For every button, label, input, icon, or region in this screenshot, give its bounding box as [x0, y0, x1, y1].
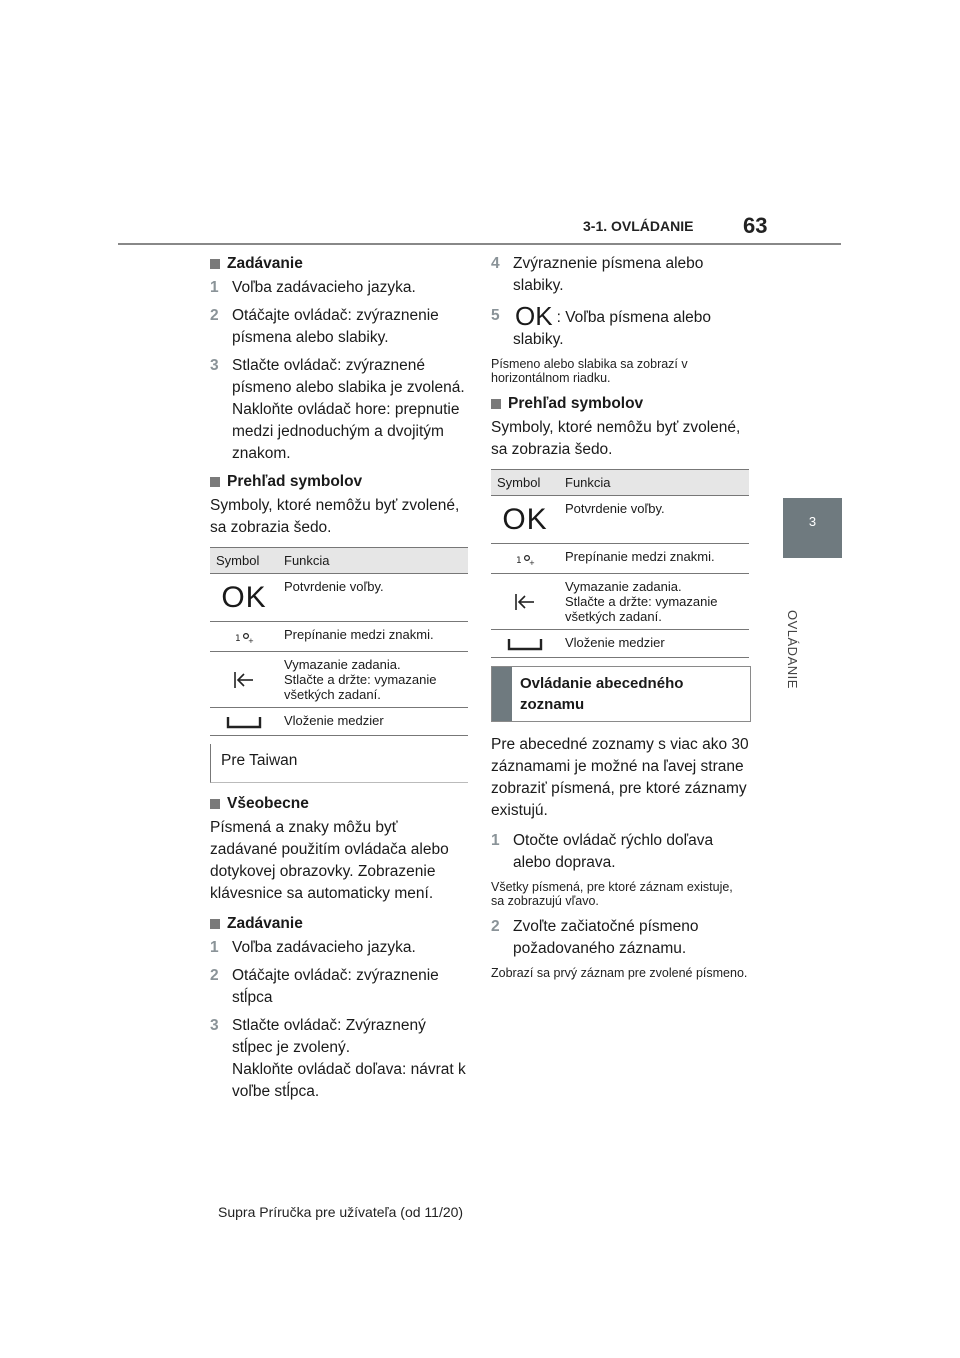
symbol-table	[491, 469, 749, 658]
heading-zadavanie-2: Zadávanie	[210, 913, 468, 935]
svg-text:1: 1	[516, 555, 522, 566]
note: Všetky písmená, pre ktoré záznam existuje, sa zobrazujú vľavo.	[491, 880, 733, 908]
taiwan-note: Pre Taiwan	[210, 744, 468, 783]
svg-text:+: +	[529, 558, 535, 567]
table-row: OK Potvrdenie voľby.	[210, 574, 468, 622]
bullet-square-icon	[210, 259, 220, 269]
footer-text: Supra Príručka pre užívateľa (od 11/20)	[218, 1204, 464, 1220]
chapter-label	[770, 610, 810, 690]
bullet-square-icon	[491, 399, 501, 409]
table-row: Vymazanie zadania. Stlačte a držte: vymazanie všetkých zadaní.	[491, 574, 749, 630]
table-row: Vymazanie zadania. Stlačte a držte: vymazanie všetkých zadaní.	[210, 652, 468, 708]
table-row: 1 + Prepínanie medzi znakmi.	[210, 622, 468, 652]
step-1: 1 Otočte ovládač rýchlo doľava alebo doprava.	[491, 832, 714, 871]
chapter-label-text: OVLÁDANIE	[785, 610, 800, 689]
ok-icon: OK	[491, 496, 559, 544]
table-row: 1 + Prepínanie medzi znakmi.	[491, 544, 749, 574]
step-4: 4 Zvýraznenie písmena alebo slabiky.	[491, 255, 704, 294]
heading-prehlad-symbolov: Prehľad symbolov	[491, 393, 749, 415]
heading-zadavanie: Zadávanie	[210, 253, 468, 275]
delete-icon	[491, 574, 559, 630]
bullet-square-icon	[210, 477, 220, 487]
switch-chars-icon	[491, 544, 559, 574]
svg-text:+: +	[248, 636, 254, 645]
table-header-symbol: Symbol	[210, 548, 278, 574]
callout-bar	[492, 667, 512, 721]
header-divider	[118, 243, 841, 245]
switch-chars-icon	[210, 622, 278, 652]
chapter-tab: 3	[783, 498, 842, 558]
table-header-funkcia: Funkcia	[559, 470, 749, 496]
paragraph: Symboly, ktoré nemôžu byť zvolené, sa zobrazia šedo.	[491, 419, 741, 458]
note: Písmeno alebo slabika sa zobrazí v horizontálnom riadku.	[491, 357, 688, 385]
paragraph: Pre abecedné zoznamy s viac ako 30 záznamami je možné na ľavej strane zobraziť písmená, pre ktoré záznamy existujú.	[491, 736, 749, 819]
space-icon	[210, 708, 278, 736]
table-row: Vloženie medzier	[210, 708, 468, 736]
space-icon	[491, 630, 559, 658]
paragraph: Symboly, ktoré nemôžu byť zvolené, sa zobrazia šedo.	[210, 497, 460, 536]
step-2: 2 Zvoľte začiatočné písmeno požadovaného záznamu.	[491, 918, 699, 957]
section-title: 3-1. OVLÁDANIE	[583, 218, 694, 234]
page-number: 63	[743, 213, 768, 238]
step-1: 1 Voľba zadávacieho jazyka.	[210, 939, 416, 956]
step-1: 1 Voľba zadávacieho jazyka.	[210, 279, 416, 296]
table-row: Vloženie medzier	[491, 630, 749, 658]
heading-vseobecne: Všeobecne	[210, 793, 468, 815]
table-header-symbol: Symbol	[491, 470, 559, 496]
right-column	[491, 253, 749, 988]
step-5: 5 OK : Voľba písmena alebo slabiky.	[491, 301, 712, 348]
delete-icon	[210, 652, 278, 708]
heading-prehlad-symbolov: Prehľad symbolov	[210, 471, 468, 493]
step-3: 3 Stlačte ovládač: zvýraznené písmeno alebo slabika je zvolená. Nakloňte ovládač hore: prepnutie medzi jednoduchým a dvojitým znakom.	[210, 357, 465, 462]
step-3: 3 Stlačte ovládač: Zvýraznený stĺpec je zvolený. Nakloňte ovládač doľava: návrat k voľbe stĺpca.	[210, 1017, 466, 1100]
ok-icon: OK	[210, 574, 278, 622]
step-2: 2 Otáčajte ovládač: zvýraznenie písmena alebo slabiky.	[210, 307, 439, 346]
symbol-table	[210, 547, 468, 736]
svg-text:1: 1	[235, 633, 241, 644]
note: Zobrazí sa prvý záznam pre zvolené písmeno.	[491, 966, 748, 980]
bullet-square-icon	[210, 919, 220, 929]
left-column	[210, 253, 468, 1109]
ok-icon: OK	[515, 301, 553, 331]
table-row: OK Potvrdenie voľby.	[491, 496, 749, 544]
callout-box	[491, 666, 751, 722]
paragraph: Písmená a znaky môžu byť zadávané použitím ovládača alebo dotykovej obrazovky. Zobrazenie klávesnice sa automaticky mení.	[210, 819, 449, 902]
step-2: 2 Otáčajte ovládač: zvýraznenie stĺpca	[210, 967, 439, 1006]
table-header-funkcia: Funkcia	[278, 548, 468, 574]
callout-title: Ovládanie abecedného zoznamu	[520, 675, 684, 713]
bullet-square-icon	[210, 799, 220, 809]
